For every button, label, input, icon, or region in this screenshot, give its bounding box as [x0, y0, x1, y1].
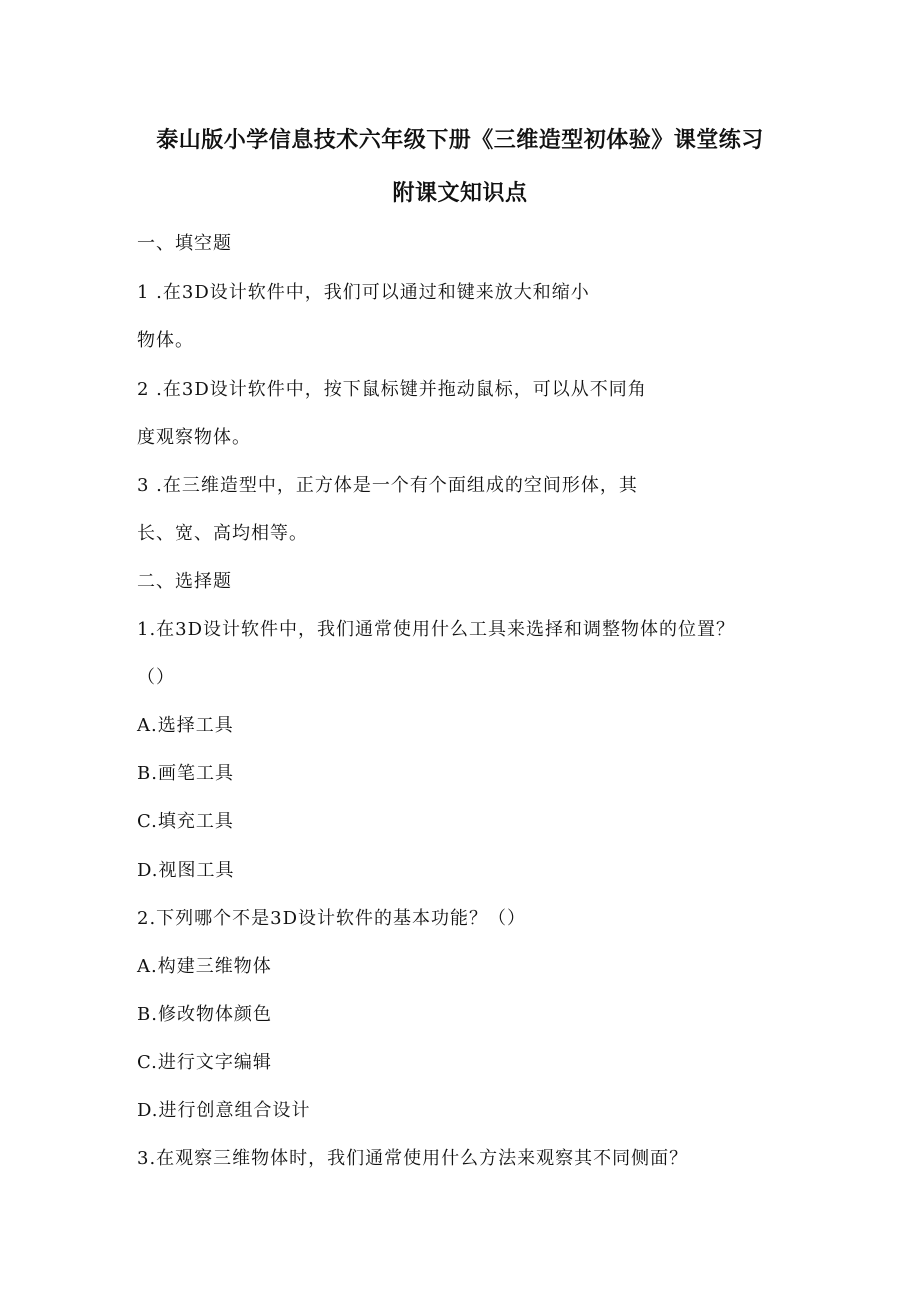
choice-question-1-option-a: A.选择工具: [137, 715, 234, 736]
choice-question-2-option-d: D.进行创意组合设计: [137, 1100, 311, 1121]
section-heading-multiple-choice: 二、选择题: [137, 571, 232, 592]
choice-question-2: 2.下列哪个不是3D设计软件的基本功能？（）: [137, 908, 527, 929]
choice-question-1-option-d: D.视图工具: [137, 860, 235, 881]
fill-question-1-line1: 1 .在3D设计软件中，我们可以通过和键来放大和缩小: [137, 282, 590, 303]
fill-question-3-line1: 3 .在三维造型中，正方体是一个有个面组成的空间形体，其: [137, 475, 638, 496]
choice-question-1-option-b: B.画笔工具: [137, 763, 234, 784]
choice-question-2-option-c: C.进行文字编辑: [137, 1052, 272, 1073]
section-heading-fill-blank: 一、填空题: [137, 233, 232, 254]
document-title-line2: 附课文知识点: [392, 181, 528, 206]
choice-question-2-option-a: A.构建三维物体: [137, 956, 272, 977]
fill-question-2-line2: 度观察物体。: [137, 427, 251, 448]
choice-question-1-line2: （）: [137, 667, 175, 688]
choice-question-2-option-b: B.修改物体颜色: [137, 1004, 272, 1025]
document-title-line1: 泰山版小学信息技术六年级下册《三维造型初体验》课堂练习: [156, 128, 764, 153]
fill-question-1-line2: 物体。: [137, 330, 194, 351]
choice-question-3: 3.在观察三维物体时，我们通常使用什么方法来观察其不同侧面？: [137, 1148, 689, 1169]
choice-question-1-line1: 1.在3D设计软件中，我们通常使用什么工具来选择和调整物体的位置？: [137, 619, 736, 640]
fill-question-2-line1: 2 .在3D设计软件中，按下鼠标键并拖动鼠标，可以从不同角: [137, 379, 647, 400]
choice-question-1-option-c: C.填充工具: [137, 811, 234, 832]
fill-question-3-line2: 长、宽、高均相等。: [137, 523, 308, 544]
